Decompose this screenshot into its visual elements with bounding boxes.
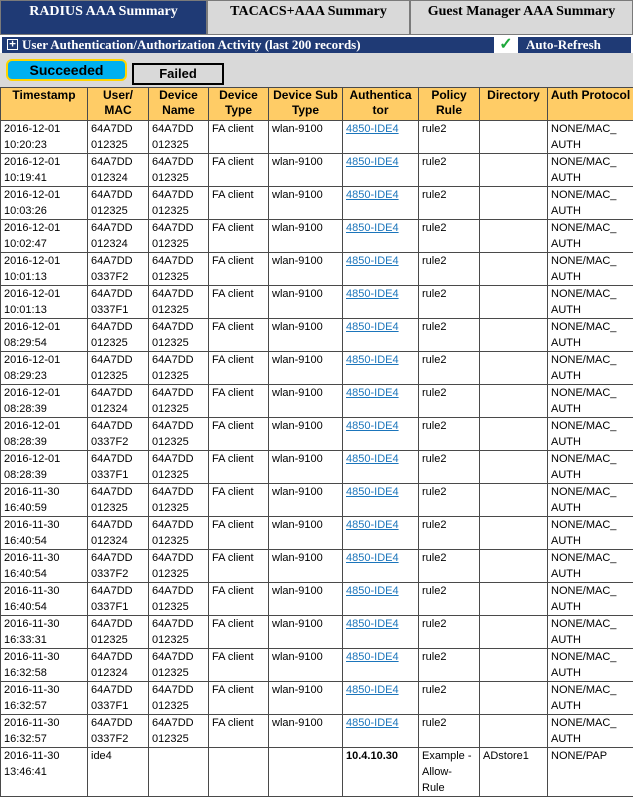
cell-device-type: FA client [209,649,269,682]
failed-filter-button[interactable]: Failed [132,63,224,85]
cell-authenticator [343,187,419,220]
cell-device-type: FA client [209,121,269,154]
authenticator-link[interactable]: 4850-IDE4 [346,585,399,597]
cell-user-mac: 64A7DD 0337F2 [88,253,149,286]
authenticator-link[interactable]: 4850-IDE4 [346,684,399,696]
cell-auth-protocol: NONE/MAC_ AUTH [548,682,633,715]
cell-policy-rule: rule2 [419,715,480,748]
cell-authenticator [343,451,419,484]
cell-device-type: FA client [209,220,269,253]
cell-user-mac: 64A7DD 0337F2 [88,715,149,748]
authenticator-link[interactable]: 4850-IDE4 [346,321,399,333]
cell-authenticator [343,616,419,649]
cell-auth-protocol: NONE/MAC_ AUTH [548,418,633,451]
cell-directory [480,286,548,319]
cell-auth-protocol: NONE/MAC_ AUTH [548,517,633,550]
cell-timestamp: 2016-12-01 08:28:39 [1,385,88,418]
cell-device-sub-type: wlan-9100 [269,385,343,418]
cell-user-mac: 64A7DD 012324 [88,385,149,418]
cell-policy-rule: rule2 [419,220,480,253]
cell-user-mac: ide4 [88,748,149,797]
cell-user-mac: 64A7DD 012324 [88,220,149,253]
cell-auth-protocol: NONE/MAC_ AUTH [548,451,633,484]
cell-timestamp: 2016-11-30 16:33:31 [1,616,88,649]
cell-device-type: FA client [209,583,269,616]
cell-user-mac: 64A7DD 012324 [88,154,149,187]
cell-authenticator [343,583,419,616]
cell-authenticator [343,484,419,517]
cell-device-sub-type: wlan-9100 [269,253,343,286]
cell-device-type: FA client [209,352,269,385]
column-header-user-mac[interactable]: User/ MAC [88,88,149,121]
column-header-device-name[interactable]: Device Name [149,88,209,121]
cell-device-name: 64A7DD 012325 [149,220,209,253]
tab-tacacs-aaa-summary[interactable]: TACACS+AAA Summary [207,0,410,35]
result-filter-bar [0,53,633,87]
authenticator-link[interactable]: 4850-IDE4 [346,189,399,201]
cell-device-type: FA client [209,253,269,286]
cell-user-mac: 64A7DD 012325 [88,187,149,220]
cell-timestamp: 2016-11-30 16:40:54 [1,517,88,550]
table-row [1,616,633,649]
cell-policy-rule: rule2 [419,451,480,484]
cell-timestamp: 2016-12-01 10:02:47 [1,220,88,253]
cell-device-sub-type: wlan-9100 [269,451,343,484]
cell-authenticator [343,220,419,253]
column-header-device-type[interactable]: Device Type [209,88,269,121]
cell-authenticator [343,121,419,154]
cell-device-name: 64A7DD 012325 [149,682,209,715]
cell-device-sub-type [269,748,343,797]
cell-authenticator [343,748,419,797]
cell-device-name: 64A7DD 012325 [149,418,209,451]
cell-directory [480,715,548,748]
cell-device-name: 64A7DD 012325 [149,154,209,187]
cell-timestamp: 2016-11-30 16:32:58 [1,649,88,682]
cell-device-name: 64A7DD 012325 [149,286,209,319]
cell-device-sub-type: wlan-9100 [269,517,343,550]
column-header-auth-protocol[interactable]: Auth Protocol [548,88,633,121]
table-row [1,748,633,797]
cell-device-sub-type: wlan-9100 [269,550,343,583]
cell-timestamp: 2016-12-01 10:19:41 [1,154,88,187]
cell-auth-protocol: NONE/MAC_ AUTH [548,385,633,418]
cell-device-name: 64A7DD 012325 [149,715,209,748]
cell-device-type: FA client [209,451,269,484]
cell-user-mac: 64A7DD 0337F1 [88,286,149,319]
cell-user-mac: 64A7DD 0337F1 [88,451,149,484]
cell-directory [480,583,548,616]
cell-auth-protocol: NONE/MAC_ AUTH [548,649,633,682]
auto-refresh-label: Auto-Refresh [526,37,601,53]
cell-authenticator [343,385,419,418]
succeeded-filter-button[interactable]: Succeeded [6,59,127,81]
cell-device-sub-type: wlan-9100 [269,154,343,187]
authenticator-link[interactable]: 4850-IDE4 [346,123,399,135]
cell-policy-rule: rule2 [419,649,480,682]
cell-directory [480,484,548,517]
cell-directory [480,682,548,715]
cell-timestamp: 2016-11-30 13:46:41 [1,748,88,797]
aaa-summary-tabs [0,0,633,37]
cell-directory [480,451,548,484]
cell-timestamp: 2016-12-01 10:01:13 [1,286,88,319]
cell-timestamp: 2016-12-01 08:28:39 [1,451,88,484]
cell-device-sub-type: wlan-9100 [269,121,343,154]
table-row [1,220,633,253]
cell-directory [480,517,548,550]
table-row [1,451,633,484]
cell-policy-rule: rule2 [419,517,480,550]
cell-user-mac: 64A7DD 012324 [88,649,149,682]
cell-auth-protocol: NONE/MAC_ AUTH [548,550,633,583]
cell-device-name: 64A7DD 012325 [149,385,209,418]
cell-device-type: FA client [209,517,269,550]
authenticator-link[interactable]: 4850-IDE4 [346,717,399,729]
authenticator-link[interactable]: 4850-IDE4 [346,420,399,432]
authenticator-link[interactable]: 4850-IDE4 [346,288,399,300]
column-header-policy-rule[interactable]: Policy Rule [419,88,480,121]
cell-directory [480,187,548,220]
table-row [1,583,633,616]
cell-policy-rule: rule2 [419,154,480,187]
cell-user-mac: 64A7DD 012325 [88,616,149,649]
table-header-row [1,88,633,121]
cell-user-mac: 64A7DD 012324 [88,517,149,550]
cell-device-type: FA client [209,385,269,418]
column-header-device-sub-type[interactable]: Device Sub Type [269,88,343,121]
cell-device-name: 64A7DD 012325 [149,187,209,220]
cell-device-type: FA client [209,682,269,715]
cell-device-sub-type: wlan-9100 [269,418,343,451]
cell-auth-protocol: NONE/MAC_ AUTH [548,715,633,748]
tab-guest-manager-aaa-summary[interactable]: Guest Manager AAA Summary [410,0,633,35]
authenticator-link[interactable]: 4850-IDE4 [346,618,399,630]
cell-directory [480,418,548,451]
cell-directory [480,550,548,583]
cell-device-type: FA client [209,484,269,517]
cell-policy-rule: rule2 [419,550,480,583]
auto-refresh-checkbox[interactable]: ✓ [494,37,518,53]
cell-device-sub-type: wlan-9100 [269,682,343,715]
cell-device-name: 64A7DD 012325 [149,616,209,649]
table-row [1,550,633,583]
cell-policy-rule: rule2 [419,682,480,715]
cell-device-sub-type: wlan-9100 [269,715,343,748]
cell-device-sub-type: wlan-9100 [269,352,343,385]
cell-timestamp: 2016-12-01 10:01:13 [1,253,88,286]
cell-device-name: 64A7DD 012325 [149,583,209,616]
cell-policy-rule: rule2 [419,418,480,451]
cell-authenticator [343,517,419,550]
cell-timestamp: 2016-11-30 16:40:54 [1,550,88,583]
cell-device-sub-type: wlan-9100 [269,187,343,220]
table-row [1,187,633,220]
table-row [1,418,633,451]
cell-user-mac: 64A7DD 0337F2 [88,418,149,451]
cell-auth-protocol: NONE/MAC_ AUTH [548,319,633,352]
cell-user-mac: 64A7DD 0337F1 [88,583,149,616]
cell-directory [480,616,548,649]
cell-auth-protocol: NONE/MAC_ AUTH [548,121,633,154]
cell-device-type: FA client [209,418,269,451]
cell-user-mac: 64A7DD 0337F1 [88,682,149,715]
column-header-timestamp[interactable]: Timestamp [1,88,88,121]
cell-device-type: FA client [209,286,269,319]
cell-directory [480,649,548,682]
authenticator-ip: 10.4.10.30 [346,750,398,762]
cell-policy-rule: Example -Allow- Rule [419,748,480,797]
cell-timestamp: 2016-12-01 10:20:23 [1,121,88,154]
table-row [1,484,633,517]
cell-timestamp: 2016-11-30 16:32:57 [1,715,88,748]
cell-policy-rule: rule2 [419,484,480,517]
cell-device-type: FA client [209,319,269,352]
cell-auth-protocol: NONE/MAC_ AUTH [548,220,633,253]
cell-device-type: FA client [209,187,269,220]
cell-policy-rule: rule2 [419,583,480,616]
cell-directory [480,352,548,385]
cell-user-mac: 64A7DD 012325 [88,352,149,385]
cell-user-mac: 64A7DD 012325 [88,121,149,154]
authenticator-link[interactable]: 4850-IDE4 [346,222,399,234]
cell-timestamp: 2016-12-01 08:28:39 [1,418,88,451]
authenticator-link[interactable]: 4850-IDE4 [346,486,399,498]
cell-user-mac: 64A7DD 012325 [88,319,149,352]
cell-device-type: FA client [209,715,269,748]
cell-policy-rule: rule2 [419,121,480,154]
cell-device-sub-type: wlan-9100 [269,649,343,682]
cell-device-type: FA client [209,616,269,649]
cell-timestamp: 2016-12-01 10:03:26 [1,187,88,220]
cell-auth-protocol: NONE/MAC_ AUTH [548,286,633,319]
cell-directory [480,319,548,352]
cell-authenticator [343,352,419,385]
cell-auth-protocol: NONE/MAC_ AUTH [548,187,633,220]
cell-authenticator [343,154,419,187]
table-row [1,121,633,154]
cell-auth-protocol: NONE/MAC_ AUTH [548,253,633,286]
table-row [1,715,633,748]
cell-directory [480,220,548,253]
cell-policy-rule: rule2 [419,253,480,286]
cell-device-name: 64A7DD 012325 [149,451,209,484]
cell-device-name: 64A7DD 012325 [149,253,209,286]
cell-authenticator [343,286,419,319]
table-row [1,352,633,385]
cell-directory [480,253,548,286]
cell-timestamp: 2016-11-30 16:32:57 [1,682,88,715]
table-row [1,517,633,550]
cell-device-name: 64A7DD 012325 [149,484,209,517]
cell-device-type [209,748,269,797]
cell-timestamp: 2016-11-30 16:40:59 [1,484,88,517]
cell-authenticator [343,550,419,583]
cell-authenticator [343,418,419,451]
cell-timestamp: 2016-11-30 16:40:54 [1,583,88,616]
cell-device-sub-type: wlan-9100 [269,484,343,517]
cell-auth-protocol: NONE/MAC_ AUTH [548,484,633,517]
cell-directory [480,154,548,187]
cell-device-name [149,748,209,797]
cell-device-sub-type: wlan-9100 [269,220,343,253]
cell-authenticator [343,682,419,715]
activity-table [0,87,633,797]
cell-timestamp: 2016-12-01 08:29:23 [1,352,88,385]
activity-header-bar [2,37,631,53]
cell-device-name: 64A7DD 012325 [149,319,209,352]
authenticator-link[interactable]: 4850-IDE4 [346,453,399,465]
cell-policy-rule: rule2 [419,286,480,319]
table-row [1,154,633,187]
cell-device-name: 64A7DD 012325 [149,649,209,682]
cell-device-name: 64A7DD 012325 [149,517,209,550]
cell-authenticator [343,253,419,286]
table-row [1,286,633,319]
expand-icon[interactable]: + [7,39,18,50]
cell-user-mac: 64A7DD 0337F2 [88,550,149,583]
cell-directory [480,385,548,418]
cell-policy-rule: rule2 [419,385,480,418]
cell-device-sub-type: wlan-9100 [269,583,343,616]
cell-device-name: 64A7DD 012325 [149,550,209,583]
column-header-directory[interactable]: Directory [480,88,548,121]
cell-device-type: FA client [209,550,269,583]
table-row [1,682,633,715]
cell-policy-rule: rule2 [419,616,480,649]
cell-auth-protocol: NONE/MAC_ AUTH [548,154,633,187]
cell-auth-protocol: NONE/MAC_ AUTH [548,583,633,616]
authenticator-link[interactable]: 4850-IDE4 [346,519,399,531]
cell-auth-protocol: NONE/MAC_ AUTH [548,352,633,385]
cell-device-name: 64A7DD 012325 [149,352,209,385]
activity-title: User Authentication/Authorization Activity (last 200 records) [22,37,361,53]
cell-policy-rule: rule2 [419,187,480,220]
table-row [1,319,633,352]
cell-device-type: FA client [209,154,269,187]
cell-device-name: 64A7DD 012325 [149,121,209,154]
cell-directory: ADstore1 [480,748,548,797]
table-row [1,385,633,418]
table-row [1,649,633,682]
authenticator-link[interactable]: 4850-IDE4 [346,255,399,267]
authenticator-link[interactable]: 4850-IDE4 [346,387,399,399]
authenticator-link[interactable]: 4850-IDE4 [346,651,399,663]
cell-auth-protocol: NONE/MAC_ AUTH [548,616,633,649]
authenticator-link[interactable]: 4850-IDE4 [346,156,399,168]
cell-timestamp: 2016-12-01 08:29:54 [1,319,88,352]
cell-authenticator [343,715,419,748]
cell-policy-rule: rule2 [419,319,480,352]
cell-policy-rule: rule2 [419,352,480,385]
cell-user-mac: 64A7DD 012325 [88,484,149,517]
cell-device-sub-type: wlan-9100 [269,616,343,649]
cell-device-sub-type: wlan-9100 [269,286,343,319]
cell-auth-protocol: NONE/PAP [548,748,633,797]
cell-authenticator [343,649,419,682]
authenticator-link[interactable]: 4850-IDE4 [346,354,399,366]
tab-radius-aaa-summary[interactable]: RADIUS AAA Summary [0,0,207,35]
table-row [1,253,633,286]
cell-authenticator [343,319,419,352]
authenticator-link[interactable]: 4850-IDE4 [346,552,399,564]
cell-directory [480,121,548,154]
cell-device-sub-type: wlan-9100 [269,319,343,352]
column-header-authenticator[interactable]: Authentica tor [343,88,419,121]
